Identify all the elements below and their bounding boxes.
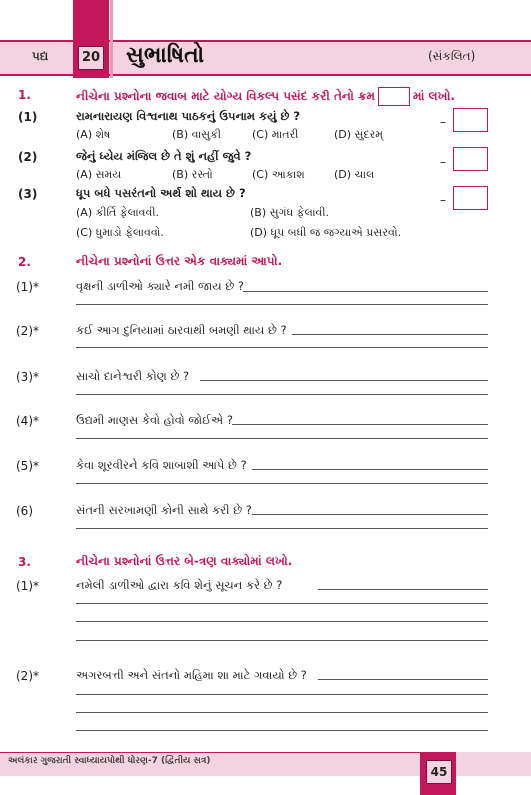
answer-line[interactable]	[76, 347, 488, 348]
page-title: સુભાષિતો	[126, 43, 205, 68]
answer-line[interactable]	[76, 694, 488, 695]
short-q-1-number: (1)*	[16, 280, 39, 294]
mcq-1-option-a: (A) શેષ	[76, 128, 111, 141]
mcq-2-option-c: (C) આકાશ	[252, 168, 305, 181]
long-q-2-number: (2)*	[16, 669, 39, 683]
footer-divider	[0, 752, 420, 753]
answer-line[interactable]	[76, 603, 488, 604]
mcq-3-option-b: (B) સુગંધ ફેલાવી.	[250, 206, 330, 219]
mcq-1-dash: –	[440, 115, 446, 129]
answer-line[interactable]	[200, 380, 488, 381]
section-2-instruction: નીચેના પ્રશ્નોનાં ઉત્તર એક વાક્યમાં આપો.	[76, 254, 283, 268]
mcq-3-option-c: (C) ધુમાડો ફેલાવવો.	[76, 226, 164, 239]
answer-line[interactable]	[232, 424, 488, 425]
mcq-2-number: (2)	[18, 150, 38, 164]
lesson-number: 20	[78, 46, 104, 70]
mcq-3-answer-box[interactable]	[453, 186, 488, 210]
answer-line[interactable]	[76, 528, 488, 529]
answer-line[interactable]	[76, 483, 488, 484]
mcq-3-dash: –	[440, 193, 446, 207]
answer-line[interactable]	[76, 640, 488, 641]
short-q-1-text: વૃક્ષની ડાળીઓ ક્યારે નમી જાય છે ?	[76, 279, 244, 293]
short-q-6-number: (6)	[16, 504, 33, 518]
mcq-2-option-b: (B) રસ્તો	[172, 168, 213, 181]
header-accent-edge	[110, 0, 113, 78]
answer-line[interactable]	[243, 291, 488, 292]
inline-answer-box	[378, 87, 410, 106]
short-q-3-number: (3)*	[16, 370, 39, 384]
mcq-1-option-b: (B) વાસુકી	[172, 128, 221, 141]
mcq-1-number: (1)	[18, 110, 38, 124]
footer-book-title: અલંકાર ગુજરાતી સ્વાધ્યાયપોથી ધોરણ-7 (દ્વિતીય સત્ર)	[8, 756, 211, 766]
answer-line[interactable]	[76, 621, 488, 622]
mcq-3-number: (3)	[18, 187, 38, 201]
answer-line[interactable]	[76, 438, 488, 439]
long-q-1-number: (1)*	[16, 579, 39, 593]
answer-line[interactable]	[292, 334, 488, 335]
mcq-1-answer-box[interactable]	[453, 108, 488, 132]
mcq-3-question: ધૂપ બધે પસરંતનો અર્થ શો થાય છે ?	[76, 186, 246, 200]
short-q-4-text: ઉદ્યમી માણસ કેવો હોવો જોઈએ ?	[76, 413, 233, 427]
mcq-2-option-d: (D) ચાલ	[334, 168, 375, 181]
mcq-3-option-a: (A) કીર્તિ ફેલાવવી.	[76, 206, 160, 219]
mcq-1-option-d: (D) સુંદરમ્	[334, 128, 384, 141]
section-2-number: 2.	[18, 255, 31, 269]
section-1-instruction	[76, 87, 455, 106]
section-3-instruction: નીચેના પ્રશ્નોનાં ઉત્તર બે-ત્રણ વાક્યોમાં લખો.	[76, 554, 293, 568]
short-q-5-number: (5)*	[16, 459, 39, 473]
section-1-instruction-suffix: માં લખો.	[412, 89, 456, 103]
long-q-2-text: અગરબત્તી અને સંતનો મહિમા શા માટે ગવાયો છે ?	[76, 668, 307, 682]
short-q-2-number: (2)*	[16, 324, 39, 338]
short-q-5-text: કેવા શૂરવીરને કવિ શાબાશી આપે છે ?	[76, 458, 247, 472]
short-q-4-number: (4)*	[16, 414, 39, 428]
header-section-label: પદ્ય	[32, 49, 49, 63]
short-q-6-text: સંતની સરખામણી કોની સાથે કરી છે ?	[76, 503, 252, 517]
mcq-2-dash: –	[440, 155, 446, 169]
short-q-3-text: સાચો દાનેશ્વરી કોણ છે ?	[76, 369, 190, 383]
answer-line[interactable]	[252, 514, 488, 515]
source-note: (સંકલિત)	[428, 49, 476, 63]
mcq-2-option-a: (A) સમય	[76, 168, 122, 181]
mcq-1-question: રામનારાયણ વિશ્વનાથ પાઠકનું ઉપનામ કયું છે ?	[76, 109, 301, 123]
page-number: 45	[426, 760, 452, 784]
answer-line[interactable]	[76, 304, 488, 305]
answer-line[interactable]	[76, 394, 488, 395]
long-q-1-text: નમેલી ડાળીઓ દ્વારા કવિ શેનું સૂચન કરે છે ?	[76, 578, 283, 592]
mcq-2-question: જેનું ધ્યેય મંજિલ છે તે શું નહીં જુવે ?	[76, 149, 252, 163]
mcq-1-option-c: (C) માતરી	[252, 128, 299, 141]
section-1-instruction-text: નીચેના પ્રશ્નોના જવાબ માટે યોગ્ય વિકલ્પ પસંદ કરી તેનો ક્રમ	[76, 89, 375, 103]
short-q-2-text: કઈ આગ દુનિયામાં ઠારવાથી બમણી થાય છે ?	[76, 323, 287, 337]
answer-line[interactable]	[318, 679, 488, 680]
section-1-number: 1.	[18, 88, 31, 102]
mcq-2-answer-box[interactable]	[453, 147, 488, 171]
answer-line[interactable]	[318, 589, 488, 590]
answer-line[interactable]	[252, 469, 488, 470]
answer-line[interactable]	[76, 730, 488, 731]
answer-line[interactable]	[76, 712, 488, 713]
section-3-number: 3.	[18, 555, 31, 569]
mcq-3-option-d: (D) ધૂપ બધી જ જગ્યાએ પ્રસરવો.	[250, 226, 402, 239]
